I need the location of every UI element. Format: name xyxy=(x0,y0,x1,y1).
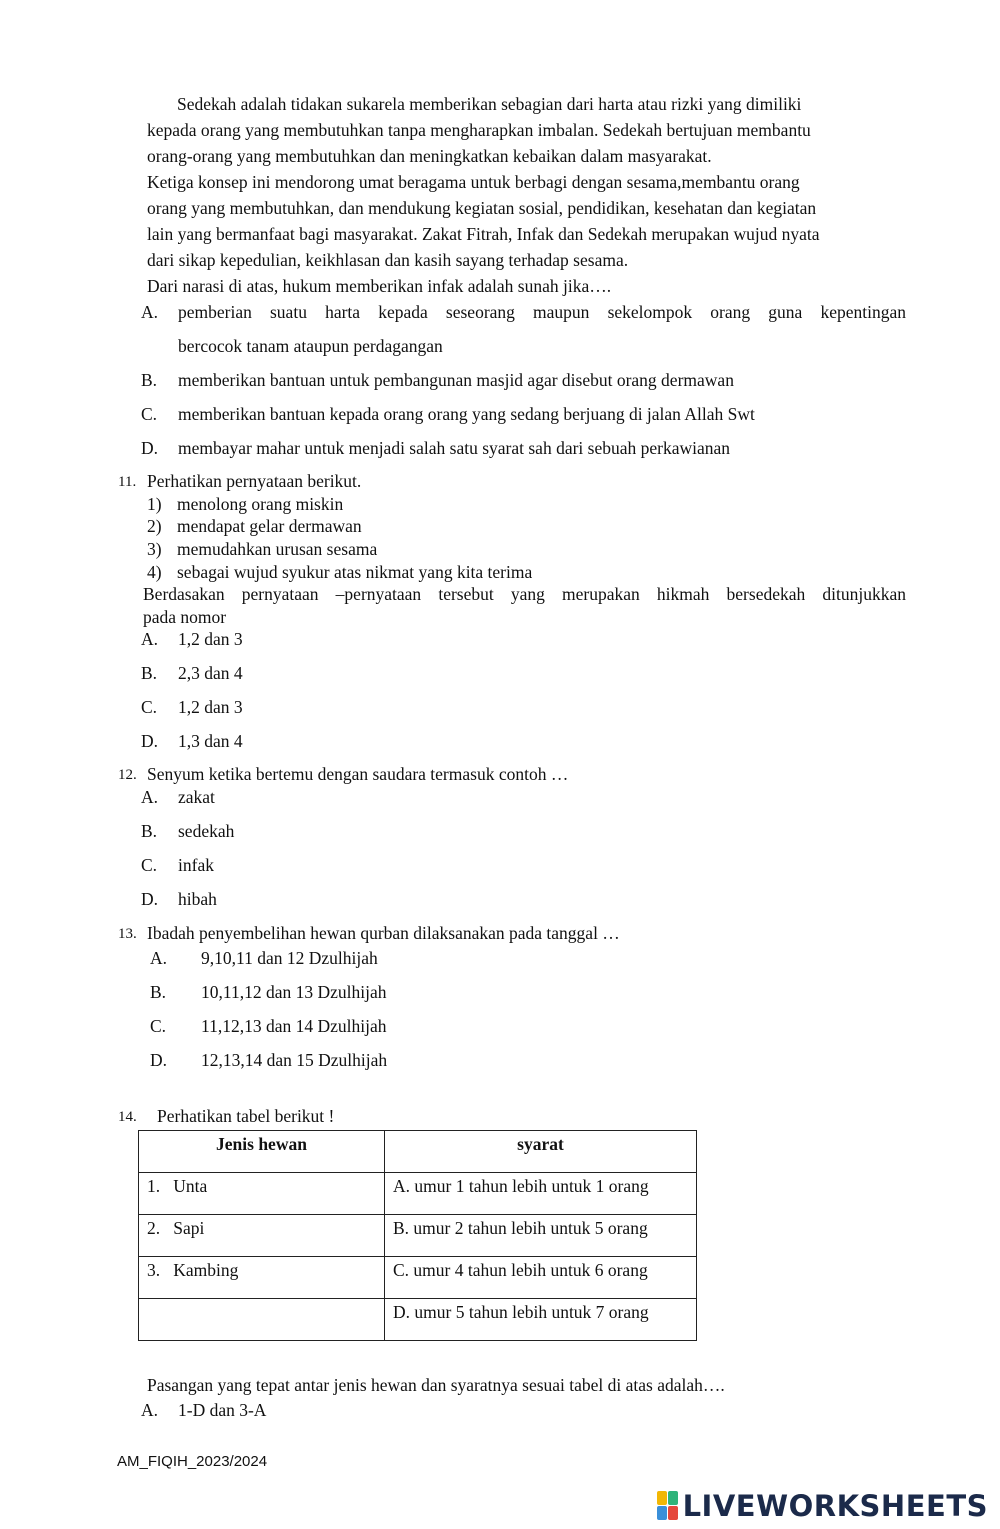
option-text[interactable]: 12,13,14 dan 15 Dzulhijah xyxy=(201,1050,388,1070)
option-text[interactable]: zakat xyxy=(178,787,215,807)
animal-requirements-table xyxy=(138,1130,697,1341)
intro-line: kepada orang yang membutuhkan tanpa mengharapkan imbalan. Sedekah bertujuan membantu xyxy=(147,120,811,140)
question-number: 11. xyxy=(118,474,137,490)
table-cell xyxy=(139,1299,385,1341)
option-letter: D. xyxy=(141,731,159,751)
option-text[interactable]: 1,3 dan 4 xyxy=(178,731,243,751)
intro-line: orang-orang yang membutuhkan dan meningkatkan kebaikan dalam masyarakat. xyxy=(147,146,712,166)
liveworksheets-logo xyxy=(657,1488,988,1524)
statement-text: menolong orang miskin xyxy=(177,494,344,514)
statement-number: 2) xyxy=(147,516,162,536)
question-prompt: Ibadah penyembelihan hewan qurban dilaksanakan pada tanggal … xyxy=(147,923,620,943)
intro-line: Ketiga konsep ini mendorong umat beragama untuk berbagi dengan sesama,membantu orang xyxy=(147,172,800,192)
option-letter: A. xyxy=(141,787,159,807)
intro-line: lain yang bermanfaat bagi masyarakat. Zakat Fitrah, Infak dan Sedekah merupakan wujud nyata xyxy=(147,224,820,244)
option-text[interactable]: 10,11,12 dan 13 Dzulhijah xyxy=(201,982,387,1002)
statement-number: 3) xyxy=(147,539,162,559)
question-number: 12. xyxy=(118,767,137,783)
liveworksheets-logo-icon xyxy=(657,1491,679,1521)
table-cell: A. umur 1 tahun lebih untuk 1 orang xyxy=(385,1173,697,1215)
question-number: 14. xyxy=(118,1109,137,1125)
option-text[interactable]: hibah xyxy=(178,889,217,909)
option-letter: A. xyxy=(141,629,159,649)
statement-number: 1) xyxy=(147,494,162,514)
option-text[interactable]: 2,3 dan 4 xyxy=(178,663,243,683)
option-letter: C. xyxy=(150,1016,167,1036)
statement-text: memudahkan urusan sesama xyxy=(177,539,378,559)
question-number: 13. xyxy=(118,926,137,942)
option-text[interactable]: pemberian suatu harta kepada seseorang maupun sekelompok orang guna kepentingan xyxy=(178,302,906,322)
table-header-row xyxy=(139,1131,697,1173)
option-text[interactable]: 9,10,11 dan 12 Dzulhijah xyxy=(201,948,378,968)
option-letter: B. xyxy=(150,982,167,1002)
table-cell: 2. Sapi xyxy=(139,1215,385,1257)
option-text[interactable]: 1,2 dan 3 xyxy=(178,629,243,649)
question-prompt: Perhatikan tabel berikut ! xyxy=(157,1106,335,1126)
option-text[interactable]: memberikan bantuan untuk pembangunan masjid agar disebut orang dermawan xyxy=(178,370,734,390)
table-cell: D. umur 5 tahun lebih untuk 7 orang xyxy=(385,1299,697,1341)
option-text-continued[interactable]: bercocok tanam ataupun perdagangan xyxy=(178,336,443,356)
option-letter: C. xyxy=(141,855,158,875)
statement-number: 4) xyxy=(147,562,162,582)
statement-text: sebagai wujud syukur atas nikmat yang kita terima xyxy=(177,562,533,582)
option-letter: B. xyxy=(141,370,158,390)
question-text-continued: pada nomor xyxy=(143,607,227,627)
option-letter: A. xyxy=(150,948,168,968)
logo-text: LIVEWORKSHEETS xyxy=(682,1489,988,1523)
table-header: Jenis hewan xyxy=(139,1131,385,1173)
table-row xyxy=(139,1173,697,1215)
question-prompt: Perhatikan pernyataan berikut. xyxy=(147,471,362,491)
table-cell: 1. Unta xyxy=(139,1173,385,1215)
option-letter: A. xyxy=(141,1400,159,1420)
intro-line: orang yang membutuhkan, dan mendukung kegiatan sosial, pendidikan, kesehatan dan kegiatan xyxy=(147,198,817,218)
option-text[interactable]: 1,2 dan 3 xyxy=(178,697,243,717)
question-text: Pasangan yang tepat antar jenis hewan dan syaratnya sesuai tabel di atas adalah…. xyxy=(147,1375,725,1395)
table-cell: C. umur 4 tahun lebih untuk 6 orang xyxy=(385,1257,697,1299)
footer-document-code: AM_FIQIH_2023/2024 xyxy=(117,1453,268,1470)
question-prompt: Senyum ketika bertemu dengan saudara termasuk contoh … xyxy=(147,764,569,784)
option-letter: B. xyxy=(141,663,158,683)
table-cell: 3. Kambing xyxy=(139,1257,385,1299)
option-letter: C. xyxy=(141,404,158,424)
intro-line: Sedekah adalah tidakan sukarela memberikan sebagian dari harta atau rizki yang dimiliki xyxy=(177,94,802,114)
option-letter: A. xyxy=(141,302,159,322)
intro-line: dari sikap kepedulian, keikhlasan dan kasih sayang terhadap sesama. xyxy=(147,250,629,270)
option-text[interactable]: 11,12,13 dan 14 Dzulhijah xyxy=(201,1016,387,1036)
table-header: syarat xyxy=(385,1131,697,1173)
option-letter: D. xyxy=(141,889,159,909)
question-text: Berdasakan pernyataan –pernyataan tersebut yang merupakan hikmah bersedekah ditunjukkan xyxy=(143,584,906,604)
table-row xyxy=(139,1257,697,1299)
option-text[interactable]: membayar mahar untuk menjadi salah satu syarat sah dari sebuah perkawianan xyxy=(178,438,731,458)
option-text[interactable]: 1-D dan 3-A xyxy=(178,1400,267,1420)
option-text[interactable]: sedekah xyxy=(178,821,235,841)
option-letter: D. xyxy=(141,438,159,458)
option-letter: C. xyxy=(141,697,158,717)
option-text[interactable]: infak xyxy=(178,855,214,875)
option-letter: B. xyxy=(141,821,158,841)
option-letter: D. xyxy=(150,1050,168,1070)
intro-question: Dari narasi di atas, hukum memberikan infak adalah sunah jika…. xyxy=(147,276,612,296)
option-text[interactable]: memberikan bantuan kepada orang orang yang sedang berjuang di jalan Allah Swt xyxy=(178,404,755,424)
table-row xyxy=(139,1299,697,1341)
statement-text: mendapat gelar dermawan xyxy=(177,516,362,536)
table-row xyxy=(139,1215,697,1257)
table-cell: B. umur 2 tahun lebih untuk 5 orang xyxy=(385,1215,697,1257)
